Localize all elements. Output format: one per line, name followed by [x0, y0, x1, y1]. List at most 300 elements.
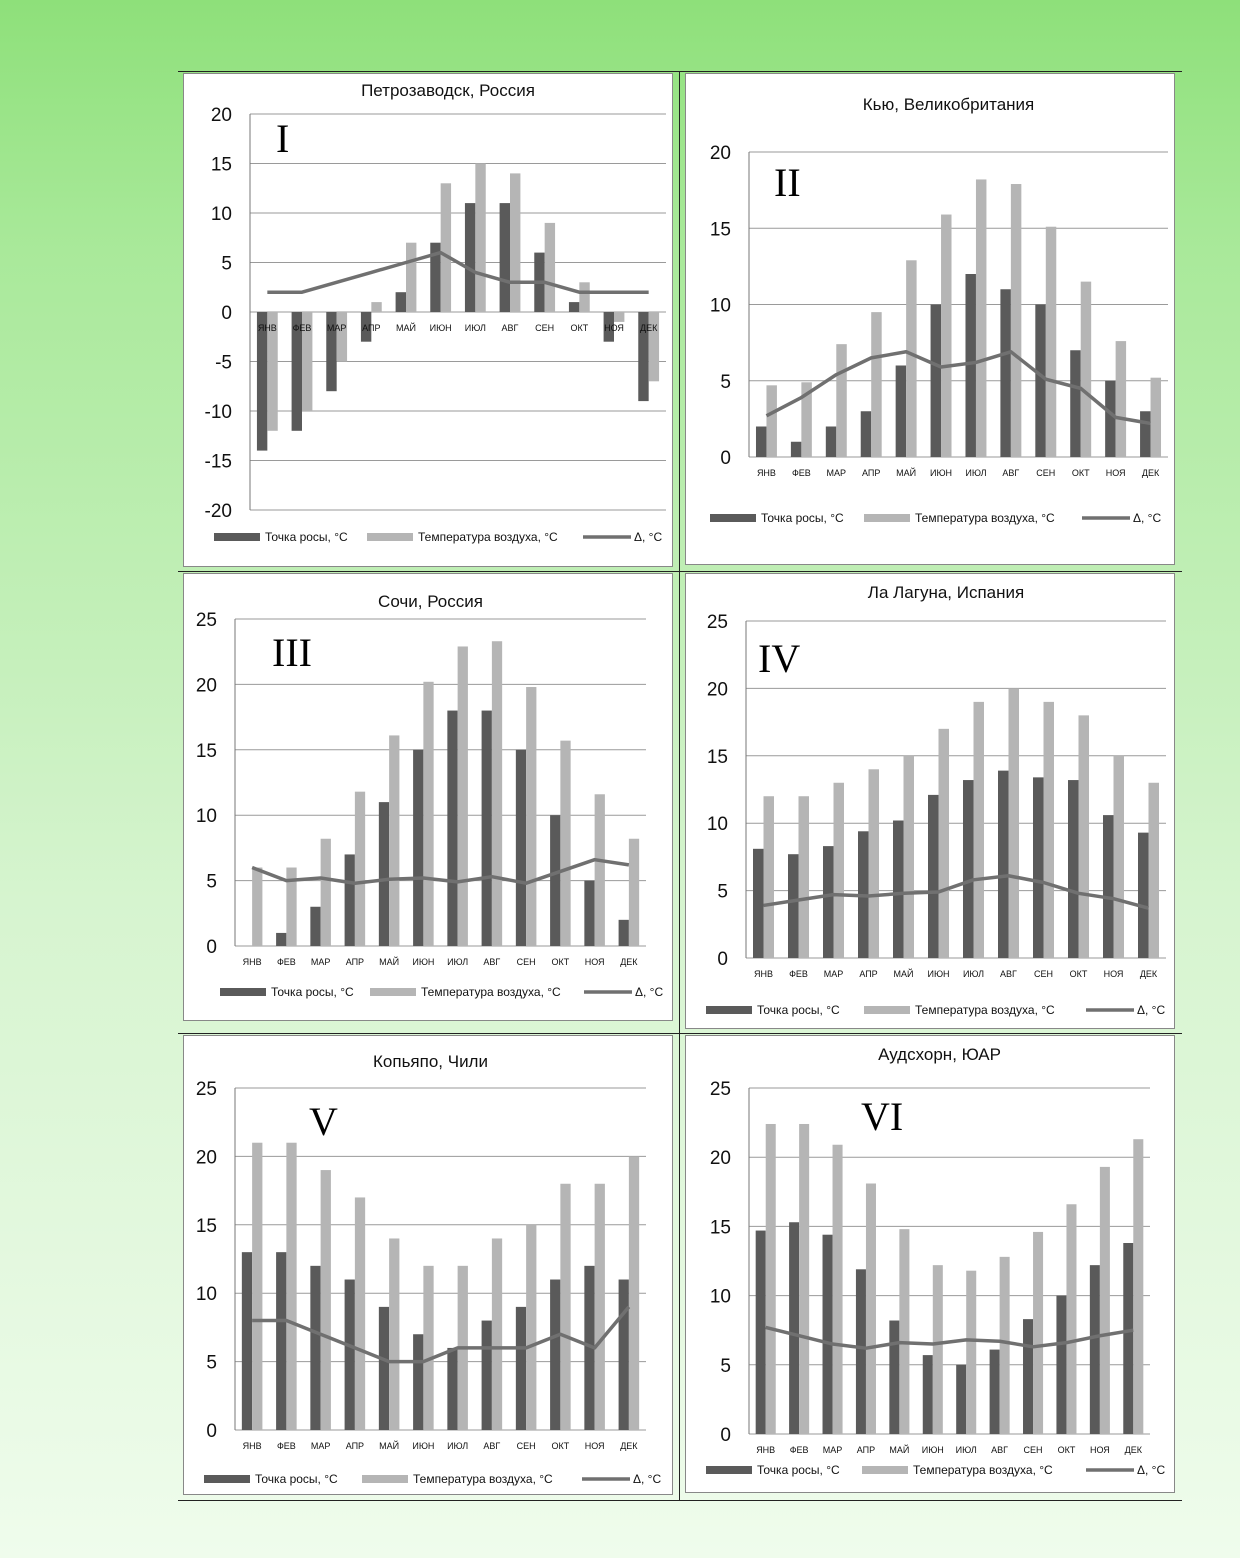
x-tick-label: СЕН — [516, 957, 536, 967]
x-tick-label: ИЮЛ — [447, 1441, 469, 1451]
air-temp-bar — [1044, 702, 1055, 958]
chart-svg-copiapo — [184, 1036, 674, 1496]
x-tick-label: МАР — [310, 957, 331, 967]
x-tick-label: АПР — [362, 323, 381, 333]
air-temp-bar — [1009, 688, 1020, 958]
legend-label-delta: Δ, °C — [633, 1472, 662, 1486]
x-tick-label: МАР — [822, 1445, 843, 1455]
x-tick-label: АВГ — [1002, 468, 1020, 478]
dew-point-bar — [756, 1231, 766, 1434]
air-temp-bar — [492, 641, 502, 946]
air-temp-bar — [595, 794, 605, 946]
y-tick-label: 10 — [195, 1284, 217, 1306]
dew-point-bar — [310, 1266, 320, 1430]
roman-numeral-label: VI — [861, 1094, 904, 1139]
air-temp-bar — [1151, 378, 1161, 457]
air-temp-bar — [629, 1156, 639, 1430]
y-tick-label: 5 — [720, 371, 731, 393]
x-tick-label: МАР — [310, 1441, 331, 1451]
y-tick-label: 25 — [195, 610, 217, 631]
x-tick-label: ОКТ — [1071, 468, 1090, 478]
air-temp-bar — [458, 646, 468, 946]
dew-point-bar — [482, 711, 492, 946]
air-temp-bar — [371, 302, 381, 312]
x-tick-label: МАР — [826, 468, 847, 478]
dew-point-bar — [963, 780, 974, 958]
dew-point-bar — [956, 1365, 966, 1434]
x-tick-label: АВГ — [483, 1441, 501, 1451]
x-tick-label: ОКТ — [551, 1441, 570, 1451]
x-tick-label: МАЙ — [379, 1441, 400, 1451]
chart-svg-sochi — [184, 574, 674, 1022]
air-temp-bar — [1116, 341, 1126, 457]
y-tick-label: 15 — [709, 219, 731, 241]
x-tick-label: НОЯ — [1103, 969, 1124, 979]
dew-point-bar — [516, 1307, 526, 1430]
x-tick-label: ФЕВ — [791, 468, 811, 478]
air-temp-bar — [906, 260, 916, 457]
x-tick-label: МАЙ — [896, 468, 917, 478]
x-tick-label: ИЮН — [412, 957, 435, 967]
dew-point-bar — [619, 1280, 629, 1430]
x-tick-label: АПР — [345, 1441, 365, 1451]
dew-point-bar — [823, 1235, 833, 1434]
y-tick-label: 10 — [709, 295, 731, 317]
legend-label-dew-point: Точка росы, °C — [271, 985, 354, 999]
legend-label-delta: Δ, °C — [1137, 1463, 1166, 1477]
x-tick-label: СЕН — [535, 323, 555, 333]
x-tick-label: ЯНВ — [753, 969, 774, 979]
legend-swatch-dew-point — [706, 1006, 752, 1014]
dew-point-bar — [1123, 1243, 1133, 1434]
dew-point-bar — [500, 203, 510, 312]
x-tick-label: ЯНВ — [242, 1441, 262, 1451]
chart-title: Аудсхорн, ЮАР — [878, 1045, 1001, 1064]
x-tick-label: ЯНВ — [756, 1445, 776, 1455]
y-tick-label: 15 — [210, 154, 232, 176]
dew-point-bar — [276, 1252, 286, 1430]
chart-svg-petrozavodsk — [184, 74, 674, 568]
air-temp-bar — [899, 1229, 909, 1434]
roman-numeral-label: III — [272, 630, 312, 675]
dew-point-bar — [1070, 350, 1080, 457]
air-temp-bar — [1066, 1204, 1076, 1434]
air-temp-bar — [492, 1238, 502, 1430]
dew-point-bar — [447, 711, 457, 946]
x-tick-label: ДЕК — [620, 957, 638, 967]
delta-line — [764, 876, 1149, 908]
x-tick-label: СЕН — [1036, 468, 1056, 478]
x-tick-label: НОЯ — [1105, 468, 1126, 478]
air-temp-bar — [526, 1225, 536, 1430]
air-temp-bar — [579, 282, 589, 312]
legend-swatch-air-temp — [864, 514, 910, 522]
x-tick-label: АПР — [859, 969, 878, 979]
air-temp-bar — [389, 735, 399, 946]
legend-swatch-dew-point — [204, 1475, 250, 1483]
y-tick-label: 5 — [717, 881, 728, 903]
y-tick-label: 20 — [210, 105, 232, 126]
x-tick-label: ФЕВ — [789, 1445, 809, 1455]
legend-label-air-temp: Температура воздуха, °C — [421, 985, 561, 999]
air-temp-bar — [869, 769, 880, 958]
x-tick-label: ДЕК — [1124, 1445, 1142, 1455]
legend-swatch-air-temp — [362, 1475, 408, 1483]
air-temp-bar — [389, 1238, 399, 1430]
dew-point-bar — [1103, 815, 1114, 958]
y-tick-label: 20 — [709, 1148, 731, 1170]
x-tick-label: МАЙ — [889, 1445, 910, 1455]
air-temp-bar — [766, 385, 776, 457]
legend-swatch-air-temp — [864, 1006, 910, 1014]
air-temp-bar — [545, 223, 555, 312]
legend-label-air-temp: Температура воздуха, °C — [418, 530, 558, 544]
air-temp-bar — [1149, 783, 1160, 958]
dew-point-bar — [413, 1334, 423, 1430]
dew-point-bar — [928, 795, 939, 958]
y-tick-label: 20 — [195, 1147, 217, 1169]
air-temp-bar — [833, 1145, 843, 1434]
dew-point-bar — [896, 366, 906, 458]
y-tick-label: 0 — [206, 937, 217, 958]
air-temp-bar — [1081, 282, 1091, 457]
legend-swatch-dew-point — [214, 533, 260, 541]
x-tick-label: МАЙ — [379, 957, 400, 967]
x-tick-label: ИЮЛ — [955, 1445, 977, 1455]
air-temp-bar — [976, 179, 986, 457]
air-temp-bar — [355, 792, 365, 946]
table-row-line-1 — [178, 571, 1182, 572]
legend-swatch-dew-point — [220, 988, 266, 996]
delta-line — [766, 1327, 1134, 1348]
x-tick-label: ФЕВ — [276, 1441, 296, 1451]
y-tick-label: 0 — [720, 1425, 731, 1446]
x-tick-label: ФЕВ — [292, 323, 312, 333]
legend-label-dew-point: Точка росы, °C — [757, 1463, 840, 1477]
chart-title: Сочи, Россия — [378, 592, 483, 611]
y-tick-label: 10 — [709, 1286, 731, 1308]
legend-label-dew-point: Точка росы, °C — [757, 1003, 840, 1017]
dew-point-bar — [310, 907, 320, 946]
chart-svg-kew — [686, 74, 1176, 566]
air-temp-bar — [941, 215, 951, 457]
air-temp-bar — [355, 1197, 365, 1430]
dew-point-bar — [826, 427, 836, 458]
air-temp-bar — [475, 164, 485, 313]
dew-point-bar — [1023, 1319, 1033, 1434]
y-tick-label: 0 — [221, 303, 232, 324]
air-temp-bar — [321, 1170, 331, 1430]
x-tick-label: ФЕВ — [276, 957, 296, 967]
x-tick-label: ЯНВ — [257, 323, 277, 333]
dew-point-bar — [990, 1350, 1000, 1434]
x-tick-label: НОЯ — [604, 323, 624, 333]
x-tick-label: СЕН — [516, 1441, 536, 1451]
chart-title: Копьяпо, Чили — [373, 1052, 488, 1071]
y-tick-label: 0 — [206, 1421, 217, 1442]
dew-point-bar — [516, 750, 526, 946]
air-temp-bar — [904, 756, 915, 958]
x-tick-label: АВГ — [991, 1445, 1009, 1455]
table-row-line-2 — [178, 1033, 1182, 1034]
x-tick-label: ДЕК — [620, 1441, 638, 1451]
air-temp-bar — [966, 1271, 976, 1434]
chart-panel-la-laguna — [685, 573, 1175, 1029]
x-tick-label: АВГ — [483, 957, 501, 967]
x-tick-label: ФЕВ — [789, 969, 808, 979]
roman-numeral-label: V — [309, 1099, 338, 1144]
air-temp-bar — [526, 687, 536, 946]
legend-label-delta: Δ, °C — [634, 530, 663, 544]
air-temp-bar — [441, 183, 451, 312]
air-temp-bar — [252, 868, 262, 946]
x-tick-label: МАР — [326, 323, 347, 333]
dew-point-bar — [465, 203, 475, 312]
legend-label-air-temp: Температура воздуха, °C — [913, 1463, 1053, 1477]
x-tick-label: ОКТ — [570, 323, 589, 333]
y-tick-label: 15 — [195, 1215, 217, 1237]
y-tick-label: 25 — [195, 1079, 217, 1100]
y-tick-label: -15 — [204, 451, 232, 473]
dew-point-bar — [1056, 1296, 1066, 1434]
legend-label-dew-point: Точка росы, °C — [761, 511, 844, 525]
y-tick-label: 5 — [221, 253, 232, 275]
y-tick-label: 15 — [709, 1217, 731, 1239]
x-tick-label: ИЮН — [921, 1445, 944, 1455]
air-temp-bar — [614, 312, 624, 322]
dew-point-bar — [998, 771, 1009, 958]
x-tick-label: ДЕК — [639, 323, 658, 333]
legend-swatch-dew-point — [706, 1466, 752, 1474]
roman-numeral-label: I — [276, 116, 290, 161]
x-tick-label: ИЮЛ — [965, 468, 987, 478]
air-temp-bar — [560, 741, 570, 946]
y-tick-label: 20 — [195, 675, 217, 697]
air-temp-bar — [1079, 715, 1090, 958]
table-top-line — [178, 71, 1182, 72]
y-tick-label: 15 — [195, 740, 217, 762]
air-temp-bar — [766, 1124, 776, 1434]
legend-swatch-air-temp — [862, 1466, 908, 1474]
x-tick-label: АВГ — [1000, 969, 1017, 979]
legend-label-air-temp: Температура воздуха, °C — [915, 1003, 1055, 1017]
x-tick-label: НОЯ — [1089, 1445, 1110, 1455]
dew-point-bar — [379, 1307, 389, 1430]
dew-point-bar — [379, 802, 389, 946]
air-temp-bar — [799, 1124, 809, 1434]
y-tick-label: 25 — [706, 612, 728, 633]
legend-label-dew-point: Точка росы, °C — [265, 530, 348, 544]
dew-point-bar — [569, 302, 579, 312]
air-temp-bar — [595, 1184, 605, 1430]
y-tick-label: 20 — [709, 143, 731, 164]
y-tick-label: 10 — [706, 814, 728, 836]
y-tick-label: 5 — [206, 1352, 217, 1374]
chart-panel-petrozavodsk — [183, 73, 673, 567]
y-tick-label: -20 — [204, 501, 232, 522]
chart-panel-oudtshoorn — [685, 1035, 1175, 1493]
x-tick-label: ОКТ — [1057, 1445, 1076, 1455]
air-temp-bar — [629, 839, 639, 946]
x-tick-label: СЕН — [1033, 969, 1054, 979]
legend-label-dew-point: Точка росы, °C — [255, 1472, 338, 1486]
y-tick-label: 10 — [195, 806, 217, 828]
table-bottom-line — [178, 1500, 1182, 1501]
dew-point-bar — [1140, 411, 1150, 457]
air-temp-bar — [406, 243, 416, 312]
x-tick-label: НОЯ — [584, 1441, 605, 1451]
y-tick-label: 5 — [720, 1355, 731, 1377]
dew-point-bar — [1090, 1265, 1100, 1434]
legend-swatch-dew-point — [710, 514, 756, 522]
dew-point-bar — [482, 1321, 492, 1430]
dew-point-bar — [447, 1348, 457, 1430]
x-tick-label: ИЮН — [412, 1441, 435, 1451]
x-tick-label: МАЙ — [396, 323, 416, 333]
delta-line — [766, 352, 1150, 424]
legend-label-delta: Δ, °C — [1133, 511, 1162, 525]
air-temp-bar — [510, 173, 520, 312]
dew-point-bar — [345, 854, 355, 946]
x-tick-label: ИЮЛ — [962, 969, 985, 979]
x-tick-label: ЯНВ — [242, 957, 262, 967]
air-temp-bar — [286, 1143, 296, 1430]
x-tick-label: ОКТ — [551, 957, 570, 967]
legend-swatch-air-temp — [367, 533, 413, 541]
y-tick-label: -10 — [204, 402, 232, 423]
table-mid-line — [679, 71, 680, 1501]
x-tick-label: ИЮН — [927, 969, 950, 979]
dew-point-bar — [791, 442, 801, 457]
air-temp-bar — [1011, 184, 1021, 457]
x-tick-label: АПР — [856, 1445, 876, 1455]
x-tick-label: АВГ — [501, 323, 519, 333]
x-tick-label: АПР — [345, 957, 365, 967]
air-temp-bar — [974, 702, 985, 958]
legend-label-delta: Δ, °C — [1137, 1003, 1166, 1017]
y-tick-label: 0 — [720, 448, 731, 469]
dew-point-bar — [861, 411, 871, 457]
air-temp-bar — [834, 783, 845, 958]
air-temp-bar — [871, 312, 881, 457]
dew-point-bar — [1033, 777, 1044, 958]
chart-panel-copiapo — [183, 1035, 673, 1495]
dew-point-bar — [789, 1222, 799, 1434]
x-tick-label: МАР — [823, 969, 844, 979]
x-tick-label: ИЮЛ — [464, 323, 486, 333]
dew-point-bar — [345, 1280, 355, 1430]
dew-point-bar — [856, 1269, 866, 1434]
x-tick-label: ИЮН — [429, 323, 452, 333]
chart-title: Кью, Великобритания — [862, 95, 1035, 114]
dew-point-bar — [619, 920, 629, 946]
dew-point-bar — [276, 933, 286, 946]
legend-label-delta: Δ, °C — [635, 985, 664, 999]
chart-svg-la-laguna — [686, 574, 1176, 1030]
air-temp-bar — [836, 344, 846, 457]
air-temp-bar — [1000, 1257, 1010, 1434]
air-temp-bar — [423, 682, 433, 946]
dew-point-bar — [756, 427, 766, 458]
dew-point-bar — [753, 849, 764, 958]
x-tick-label: ОКТ — [1069, 969, 1088, 979]
x-tick-label: ДЕК — [1141, 468, 1160, 478]
dew-point-bar — [1105, 381, 1115, 457]
air-temp-bar — [939, 729, 950, 958]
legend-label-air-temp: Температура воздуха, °C — [413, 1472, 553, 1486]
air-temp-bar — [321, 839, 331, 946]
dew-point-bar — [1138, 833, 1149, 958]
x-tick-label: ИЮЛ — [447, 957, 469, 967]
dew-point-bar — [931, 305, 941, 458]
x-tick-label: ЯНВ — [756, 468, 776, 478]
air-temp-bar — [252, 1143, 262, 1430]
air-temp-bar — [337, 312, 347, 362]
air-temp-bar — [1133, 1139, 1143, 1434]
dew-point-bar — [550, 815, 560, 946]
chart-title: Ла Лагуна, Испания — [867, 583, 1025, 602]
x-tick-label: МАЙ — [893, 969, 914, 979]
air-temp-bar — [560, 1184, 570, 1430]
dew-point-bar — [923, 1355, 933, 1434]
dew-point-bar — [1000, 289, 1010, 457]
air-temp-bar — [1046, 227, 1056, 457]
roman-numeral-label: II — [774, 160, 801, 205]
y-tick-label: -5 — [215, 352, 232, 374]
x-tick-label: СЕН — [1023, 1445, 1043, 1455]
dew-point-bar — [889, 1321, 899, 1434]
dew-point-bar — [893, 821, 904, 958]
dew-point-bar — [413, 750, 423, 946]
dew-point-bar — [788, 854, 799, 958]
roman-numeral-label: IV — [758, 636, 801, 681]
dew-point-bar — [242, 1252, 252, 1430]
x-tick-label: НОЯ — [584, 957, 605, 967]
air-temp-bar — [933, 1265, 943, 1434]
delta-line — [252, 1307, 629, 1362]
dew-point-bar — [823, 846, 834, 958]
air-temp-bar — [423, 1266, 433, 1430]
legend-label-air-temp: Температура воздуха, °C — [915, 511, 1055, 525]
air-temp-bar — [1033, 1232, 1043, 1434]
dew-point-bar — [1068, 780, 1079, 958]
chart-svg-oudtshoorn — [686, 1036, 1176, 1494]
air-temp-bar — [866, 1183, 876, 1434]
air-temp-bar — [764, 796, 775, 958]
y-tick-label: 10 — [210, 204, 232, 225]
legend-swatch-air-temp — [370, 988, 416, 996]
y-tick-label: 5 — [206, 871, 217, 893]
dew-point-bar — [584, 881, 594, 946]
dew-point-bar — [396, 292, 406, 312]
air-temp-bar — [799, 796, 810, 958]
air-temp-bar — [1114, 756, 1125, 958]
x-tick-label: АПР — [862, 468, 881, 478]
dew-point-bar — [965, 274, 975, 457]
y-tick-label: 15 — [706, 746, 728, 768]
delta-line — [252, 860, 629, 884]
air-temp-bar — [1100, 1167, 1110, 1434]
y-tick-label: 20 — [706, 679, 728, 701]
delta-line — [267, 253, 648, 293]
chart-title: Петрозаводск, Россия — [361, 81, 535, 100]
x-tick-label: ДЕК — [1139, 969, 1158, 979]
x-tick-label: ИЮН — [930, 468, 953, 478]
y-tick-label: 0 — [717, 949, 728, 970]
chart-panel-sochi — [183, 573, 673, 1021]
y-tick-label: 25 — [709, 1079, 731, 1100]
dew-point-bar — [550, 1280, 560, 1430]
